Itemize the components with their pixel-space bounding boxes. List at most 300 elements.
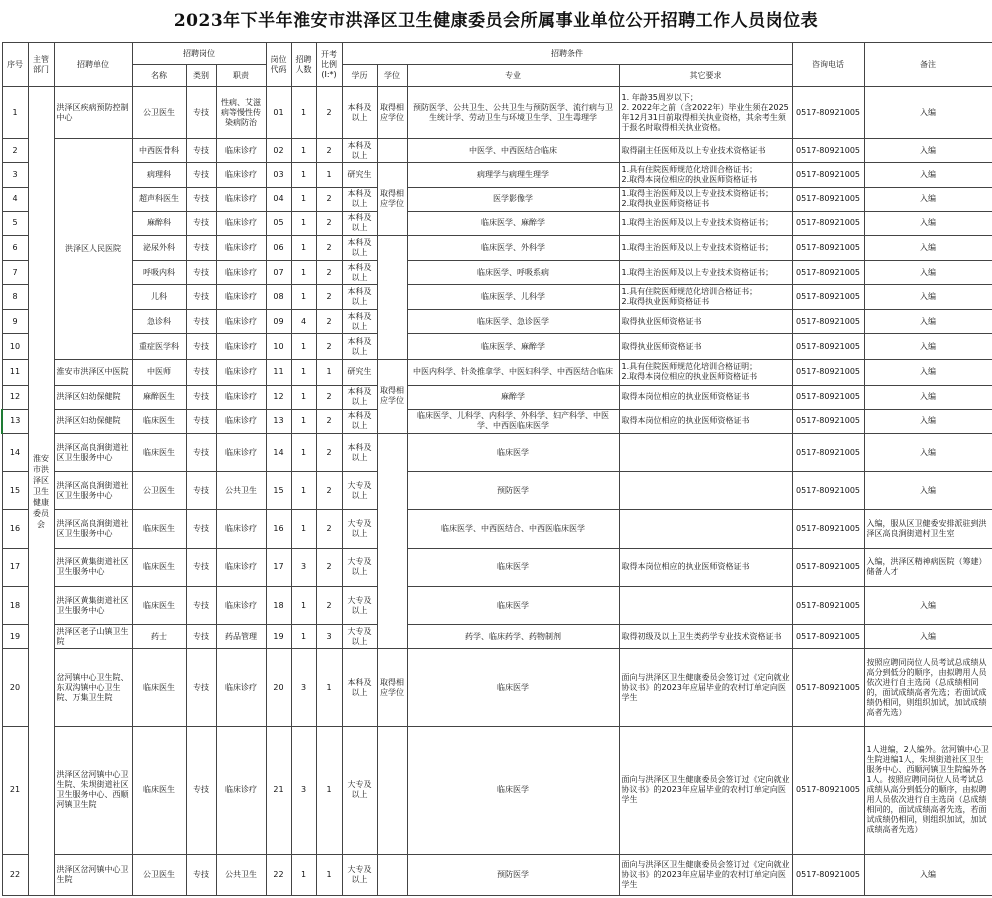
cell-unit: 淮安市洪泽区中医院 [54, 359, 132, 385]
cell-seq: 10 [2, 334, 28, 359]
cell-code: 19 [266, 625, 291, 649]
cell-phone: 0517-80921005 [792, 385, 864, 409]
cell-post-name: 超声科医生 [132, 187, 186, 211]
cell-edu: 本科及以上 [342, 211, 377, 235]
cell-code: 03 [266, 163, 291, 187]
cell-major: 临床医学 [407, 649, 619, 726]
cell-degree [377, 854, 407, 895]
cell-count: 1 [291, 87, 316, 139]
cell-major: 临床医学、儿科学、内科学、外科学、妇产科学、中医学、中西医临床医学 [407, 409, 619, 433]
table-row [2, 548, 992, 586]
cell-other [619, 510, 792, 548]
cell-ratio: 1 [316, 163, 342, 187]
cell-post-name: 麻醉科 [132, 211, 186, 235]
cell-ratio: 2 [316, 586, 342, 624]
cell-remark: 入编 [864, 285, 992, 310]
cell-other: 取得副主任医师及以上专业技术资格证书 [619, 139, 792, 163]
cell-post-type: 专技 [186, 310, 216, 334]
cell-phone: 0517-80921005 [792, 87, 864, 139]
table-row [2, 87, 992, 139]
header-edu: 学历 [342, 65, 377, 87]
table-body [2, 87, 992, 896]
cell-code: 04 [266, 187, 291, 211]
cell-edu: 本科及以上 [342, 285, 377, 310]
cell-degree: 取得相应学位 [377, 649, 407, 726]
recruitment-table [1, 42, 992, 896]
cell-post-type: 专技 [186, 472, 216, 510]
cell-phone: 0517-80921005 [792, 548, 864, 586]
cell-count: 3 [291, 726, 316, 854]
cell-edu: 大专及以上 [342, 726, 377, 854]
cell-ratio: 2 [316, 187, 342, 211]
cell-ratio: 2 [316, 261, 342, 285]
table-row [2, 261, 992, 285]
cell-phone: 0517-80921005 [792, 649, 864, 726]
cell-post-name: 中西医骨科 [132, 139, 186, 163]
cell-major: 病理学与病理生理学 [407, 163, 619, 187]
cell-count: 3 [291, 548, 316, 586]
cell-edu: 大专及以上 [342, 854, 377, 895]
cell-other: 面向与洪泽区卫生健康委员会签订过《定向就业协议书》的2023年应届毕业的农村订单定向医学生 [619, 649, 792, 726]
cell-major: 临床医学、中西医结合、中西医临床医学 [407, 510, 619, 548]
cell-other: 面向与洪泽区卫生健康委员会签订过《定向就业协议书》的2023年应届毕业的农村订单定向医学生 [619, 726, 792, 854]
header-seq: 序号 [2, 43, 28, 87]
cell-remark: 入编 [864, 625, 992, 649]
header-post-name: 名称 [132, 65, 186, 87]
cell-post-type: 专技 [186, 334, 216, 359]
table-row [2, 211, 992, 235]
cell-edu: 大专及以上 [342, 472, 377, 510]
cell-major: 预防医学 [407, 854, 619, 895]
cell-degree: 取得相应学位 [377, 163, 407, 235]
cell-phone: 0517-80921005 [792, 310, 864, 334]
cell-unit: 洪泽区妇幼保健院 [54, 385, 132, 409]
cell-edu: 研究生 [342, 163, 377, 187]
cell-post-type: 专技 [186, 261, 216, 285]
cell-post-duty: 临床诊疗 [216, 187, 266, 211]
cell-count: 1 [291, 211, 316, 235]
table-row [2, 726, 992, 854]
cell-code: 22 [266, 854, 291, 895]
cell-post-name: 临床医生 [132, 409, 186, 433]
cell-count: 1 [291, 187, 316, 211]
cell-phone: 0517-80921005 [792, 409, 864, 433]
cell-edu: 研究生 [342, 359, 377, 385]
cell-edu: 本科及以上 [342, 385, 377, 409]
cell-seq: 21 [2, 726, 28, 854]
cell-post-duty: 临床诊疗 [216, 586, 266, 624]
cell-other: 面向与洪泽区卫生健康委员会签订过《定向就业协议书》的2023年应届毕业的农村订单定向医学生 [619, 854, 792, 895]
cell-phone: 0517-80921005 [792, 334, 864, 359]
cell-post-type: 专技 [186, 726, 216, 854]
cell-phone: 0517-80921005 [792, 139, 864, 163]
table-row [2, 625, 992, 649]
cell-post-type: 专技 [186, 235, 216, 260]
table-row [2, 434, 992, 472]
cell-remark: 入编 [864, 434, 992, 472]
table-row [2, 187, 992, 211]
cell-post-duty: 临床诊疗 [216, 310, 266, 334]
header-phone: 咨询电话 [792, 43, 864, 87]
cell-ratio: 2 [316, 385, 342, 409]
cell-degree [377, 139, 407, 163]
header-dept: 主管部门 [28, 43, 54, 87]
cell-unit: 洪泽区黄集街道社区卫生服务中心 [54, 548, 132, 586]
cell-remark: 入编 [864, 163, 992, 187]
cell-count: 1 [291, 586, 316, 624]
cell-post-duty: 临床诊疗 [216, 409, 266, 433]
cell-phone: 0517-80921005 [792, 434, 864, 472]
cell-post-name: 公卫医生 [132, 472, 186, 510]
cell-other: 1.取得主治医师及以上专业技术资格证书； 2.取得执业医师资格证书 [619, 187, 792, 211]
cell-code: 01 [266, 87, 291, 139]
header-code: 岗位代码 [266, 43, 291, 87]
cell-edu: 大专及以上 [342, 586, 377, 624]
cell-post-duty: 公共卫生 [216, 854, 266, 895]
cell-phone: 0517-80921005 [792, 586, 864, 624]
cell-post-type: 专技 [186, 385, 216, 409]
cell-count: 1 [291, 854, 316, 895]
cell-other: 1.取得主治医师及以上专业技术资格证书； [619, 211, 792, 235]
cell-code: 16 [266, 510, 291, 548]
header-post-group: 招聘岗位 [132, 43, 266, 65]
cell-other [619, 472, 792, 510]
cell-count: 1 [291, 235, 316, 260]
cell-post-type: 专技 [186, 409, 216, 433]
cell-edu: 本科及以上 [342, 261, 377, 285]
header-count: 招聘人数 [291, 43, 316, 87]
cell-edu: 本科及以上 [342, 409, 377, 433]
cell-post-name: 临床医生 [132, 548, 186, 586]
cell-remark: 入编 [864, 187, 992, 211]
cell-post-type: 专技 [186, 586, 216, 624]
cell-remark: 入编 [864, 261, 992, 285]
cell-post-duty: 临床诊疗 [216, 726, 266, 854]
cell-degree [377, 434, 407, 649]
cell-major: 医学影像学 [407, 187, 619, 211]
cell-count: 1 [291, 139, 316, 163]
cell-other: 取得本岗位相应的执业医师资格证书 [619, 409, 792, 433]
cell-major: 药学、临床药学、药物制剂 [407, 625, 619, 649]
cell-edu: 大专及以上 [342, 510, 377, 548]
table-row [2, 163, 992, 187]
cell-major: 临床医学、急诊医学 [407, 310, 619, 334]
cell-post-duty: 临床诊疗 [216, 285, 266, 310]
cell-post-duty: 公共卫生 [216, 472, 266, 510]
cell-phone: 0517-80921005 [792, 726, 864, 854]
cell-phone: 0517-80921005 [792, 359, 864, 385]
cell-remark: 按照应聘同岗位人员考试总成绩从高分到低分的顺序，由拟聘用人员依次进行自主选岗（总成绩相同的，面试成绩高者先选；若面试成绩仍相同，则组织加试，加试成绩高者先选） [864, 649, 992, 726]
cell-major: 中医学、中西医结合临床 [407, 139, 619, 163]
cell-ratio: 1 [316, 854, 342, 895]
cell-edu: 本科及以上 [342, 187, 377, 211]
table-row [2, 285, 992, 310]
cell-phone: 0517-80921005 [792, 187, 864, 211]
cell-code: 05 [266, 211, 291, 235]
cell-code: 06 [266, 235, 291, 260]
header-post-type: 类别 [186, 65, 216, 87]
cell-seq: 17 [2, 548, 28, 586]
table-row [2, 310, 992, 334]
cell-unit: 洪泽区人民医院 [54, 139, 132, 359]
cell-seq: 6 [2, 235, 28, 260]
cell-post-name: 中医师 [132, 359, 186, 385]
cell-seq: 3 [2, 163, 28, 187]
cell-unit: 洪泽区高良涧街道社区卫生服务中心 [54, 434, 132, 472]
cell-seq: 20 [2, 649, 28, 726]
cell-ratio: 2 [316, 211, 342, 235]
cell-seq: 9 [2, 310, 28, 334]
cell-code: 07 [266, 261, 291, 285]
cell-major: 临床医学、麻醉学 [407, 211, 619, 235]
cell-code: 14 [266, 434, 291, 472]
table-row [2, 586, 992, 624]
cell-post-name: 公卫医生 [132, 87, 186, 139]
cell-post-name: 临床医生 [132, 726, 186, 854]
cell-other: 1.取得主治医师及以上专业技术资格证书； [619, 261, 792, 285]
cell-seq: 7 [2, 261, 28, 285]
cell-other: 1.具有住院医师规范化培训合格证书； 2.取得本岗位相应的执业医师资格证书 [619, 163, 792, 187]
cell-major: 临床医学 [407, 586, 619, 624]
cell-remark: 入编 [864, 139, 992, 163]
cell-code: 11 [266, 359, 291, 385]
cell-unit: 岔河镇中心卫生院、东双沟镇中心卫生院、万集卫生院 [54, 649, 132, 726]
cell-remark: 入编 [864, 472, 992, 510]
cell-post-type: 专技 [186, 187, 216, 211]
cell-post-duty: 临床诊疗 [216, 235, 266, 260]
cell-major: 临床医学、儿科学 [407, 285, 619, 310]
cell-post-duty: 临床诊疗 [216, 385, 266, 409]
cell-code: 09 [266, 310, 291, 334]
cell-other: 取得执业医师资格证书 [619, 334, 792, 359]
cell-count: 1 [291, 625, 316, 649]
cell-post-type: 专技 [186, 649, 216, 726]
cell-code: 08 [266, 285, 291, 310]
cell-degree [377, 726, 407, 854]
cell-post-name: 麻醉医生 [132, 385, 186, 409]
cell-phone: 0517-80921005 [792, 211, 864, 235]
cell-seq: 14 [2, 434, 28, 472]
cell-ratio: 2 [316, 310, 342, 334]
cell-post-name: 临床医生 [132, 510, 186, 548]
cell-unit: 洪泽区老子山镇卫生院 [54, 625, 132, 649]
cell-ratio: 2 [316, 510, 342, 548]
cell-count: 1 [291, 359, 316, 385]
cell-post-name: 临床医生 [132, 586, 186, 624]
cell-unit: 洪泽区岔河镇中心卫生院 [54, 854, 132, 895]
cell-ratio: 2 [316, 139, 342, 163]
cell-post-name: 公卫医生 [132, 854, 186, 895]
cell-phone: 0517-80921005 [792, 854, 864, 895]
cell-post-name: 临床医生 [132, 434, 186, 472]
cell-other: 取得本岗位相应的执业医师资格证书 [619, 548, 792, 586]
cell-count: 1 [291, 472, 316, 510]
cell-post-type: 专技 [186, 854, 216, 895]
cell-unit: 洪泽区黄集街道社区卫生服务中心 [54, 586, 132, 624]
cell-post-duty: 临床诊疗 [216, 434, 266, 472]
cell-seq: 4 [2, 187, 28, 211]
table-row [2, 510, 992, 548]
cell-post-name: 泌尿外科 [132, 235, 186, 260]
cell-remark: 入编 [864, 586, 992, 624]
cell-post-duty: 临床诊疗 [216, 211, 266, 235]
cell-code: 20 [266, 649, 291, 726]
cell-post-name: 儿科 [132, 285, 186, 310]
cell-seq: 18 [2, 586, 28, 624]
table-row [2, 854, 992, 895]
cell-ratio: 1 [316, 359, 342, 385]
cell-seq: 1 [2, 87, 28, 139]
cell-post-name: 急诊科 [132, 310, 186, 334]
cell-phone: 0517-80921005 [792, 163, 864, 187]
cell-major: 临床医学、呼吸系病 [407, 261, 619, 285]
cell-count: 1 [291, 434, 316, 472]
cell-post-name: 病理科 [132, 163, 186, 187]
cell-major: 预防医学 [407, 472, 619, 510]
header-cond-group: 招聘条件 [342, 43, 792, 65]
cell-post-duty: 性病、艾滋病等慢性传染病防治 [216, 87, 266, 139]
cell-major: 临床医学、外科学 [407, 235, 619, 260]
cell-seq: 2 [2, 139, 28, 163]
cell-post-type: 专技 [186, 211, 216, 235]
cell-code: 17 [266, 548, 291, 586]
cell-remark: 入编，服从区卫健委安排派驻到洪泽区高良涧街道村卫生室 [864, 510, 992, 548]
table-row [2, 472, 992, 510]
cell-remark: 入编 [864, 87, 992, 139]
cell-remark: 入编 [864, 334, 992, 359]
cell-dept: 淮安市洪泽区卫生健康委员会 [28, 87, 54, 896]
cell-post-duty: 临床诊疗 [216, 139, 266, 163]
cell-post-name: 临床医生 [132, 649, 186, 726]
cell-seq: 22 [2, 854, 28, 895]
cell-other [619, 586, 792, 624]
cell-post-name: 重症医学科 [132, 334, 186, 359]
cell-code: 12 [266, 385, 291, 409]
cell-other: 1. 年龄35周岁以下； 2. 2022年之前（含2022年）毕业生须在2025年12月31日前取得相关执业资格，其余考生须于报名时取得相关执业资格。 [619, 87, 792, 139]
cell-phone: 0517-80921005 [792, 235, 864, 260]
table-row [2, 359, 992, 385]
cell-count: 1 [291, 409, 316, 433]
cell-edu: 本科及以上 [342, 235, 377, 260]
cell-post-type: 专技 [186, 548, 216, 586]
cell-post-type: 专技 [186, 285, 216, 310]
table-row [2, 235, 992, 260]
cell-post-type: 专技 [186, 163, 216, 187]
cell-post-duty: 临床诊疗 [216, 510, 266, 548]
cell-degree: 取得相应学位 [377, 359, 407, 433]
cell-post-name: 药士 [132, 625, 186, 649]
cell-other: 1.具有住院医师规范化培训合格证明； 2.取得本岗位相应的执业医师资格证书 [619, 359, 792, 385]
cell-post-duty: 临床诊疗 [216, 334, 266, 359]
cell-post-name: 呼吸内科 [132, 261, 186, 285]
cell-major: 临床医学 [407, 434, 619, 472]
cell-post-type: 专技 [186, 139, 216, 163]
cell-post-type: 专技 [186, 87, 216, 139]
header-other: 其它要求 [619, 65, 792, 87]
cell-post-type: 专技 [186, 510, 216, 548]
cell-post-type: 专技 [186, 625, 216, 649]
cell-remark: 入编 [864, 310, 992, 334]
cell-count: 3 [291, 649, 316, 726]
cell-edu: 本科及以上 [342, 310, 377, 334]
cell-other [619, 434, 792, 472]
cell-phone: 0517-80921005 [792, 472, 864, 510]
cell-unit: 洪泽区疾病预防控制中心 [54, 87, 132, 139]
cell-post-duty: 药品管理 [216, 625, 266, 649]
cell-seq: 13 [2, 409, 28, 433]
cell-count: 4 [291, 310, 316, 334]
cell-major: 临床医学 [407, 548, 619, 586]
cell-degree [377, 235, 407, 359]
header-ratio: 开考比例(I:*) [316, 43, 342, 87]
cell-edu: 本科及以上 [342, 649, 377, 726]
table-row [2, 139, 992, 163]
cell-seq: 19 [2, 625, 28, 649]
cell-ratio: 2 [316, 87, 342, 139]
cell-remark: 入编 [864, 359, 992, 385]
table-row [2, 334, 992, 359]
cell-post-duty: 临床诊疗 [216, 359, 266, 385]
cell-phone: 0517-80921005 [792, 510, 864, 548]
cell-seq: 11 [2, 359, 28, 385]
cell-other: 1.取得主治医师及以上专业技术资格证书； [619, 235, 792, 260]
cell-edu: 本科及以上 [342, 87, 377, 139]
table-row [2, 385, 992, 409]
header-post-duty: 职责 [216, 65, 266, 87]
cell-major: 麻醉学 [407, 385, 619, 409]
cell-code: 02 [266, 139, 291, 163]
header-remark: 备注 [864, 43, 992, 87]
cell-code: 13 [266, 409, 291, 433]
cell-seq: 16 [2, 510, 28, 548]
cell-phone: 0517-80921005 [792, 625, 864, 649]
cell-seq: 5 [2, 211, 28, 235]
page-title: 2023年下半年淮安市洪泽区卫生健康委员会所属事业单位公开招聘工作人员岗位表 [173, 11, 819, 31]
cell-remark: 入编 [864, 409, 992, 433]
cell-post-duty: 临床诊疗 [216, 163, 266, 187]
cell-remark: 入编，洪泽区精神病医院（筹建）储备人才 [864, 548, 992, 586]
cell-post-duty: 临床诊疗 [216, 649, 266, 726]
cell-unit: 洪泽区高良涧街道社区卫生服务中心 [54, 510, 132, 548]
cell-remark: 入编 [864, 235, 992, 260]
cell-remark: 1人进编，2人编外。岔河镇中心卫生院进编1人，朱坝街道社区卫生服务中心、西顺河镇卫生院编外各1人。按照应聘同岗位人员考试总成绩从高分到低分的顺序，由拟聘用人员依次进行自主选岗（总成绩相同的，面试成绩高者先选，若面试成绩仍相同，则组织加试，加试成绩高者先选） [864, 726, 992, 854]
cell-ratio: 2 [316, 334, 342, 359]
cell-count: 1 [291, 510, 316, 548]
cell-post-duty: 临床诊疗 [216, 548, 266, 586]
cell-unit: 洪泽区岔河镇中心卫生院、朱坝街道社区卫生服务中心、西顺河镇卫生院 [54, 726, 132, 854]
cell-ratio: 3 [316, 625, 342, 649]
cell-edu: 本科及以上 [342, 434, 377, 472]
cell-ratio: 1 [316, 726, 342, 854]
cell-count: 1 [291, 285, 316, 310]
table-row [2, 649, 992, 726]
cell-seq: 8 [2, 285, 28, 310]
cell-count: 1 [291, 163, 316, 187]
cell-ratio: 2 [316, 285, 342, 310]
cell-count: 1 [291, 385, 316, 409]
cell-major: 临床医学、麻醉学 [407, 334, 619, 359]
cell-ratio: 2 [316, 472, 342, 510]
cell-other: 1.具有住院医师规范化培训合格证书； 2.取得执业医师资格证书 [619, 285, 792, 310]
cell-remark: 入编 [864, 211, 992, 235]
cell-unit: 洪泽区妇幼保健院 [54, 409, 132, 433]
cell-code: 18 [266, 586, 291, 624]
cell-other: 取得本岗位相应的执业医师资格证书 [619, 385, 792, 409]
cell-ratio: 2 [316, 548, 342, 586]
table-row [2, 409, 992, 433]
cell-edu: 本科及以上 [342, 139, 377, 163]
cell-other: 取得执业医师资格证书 [619, 310, 792, 334]
